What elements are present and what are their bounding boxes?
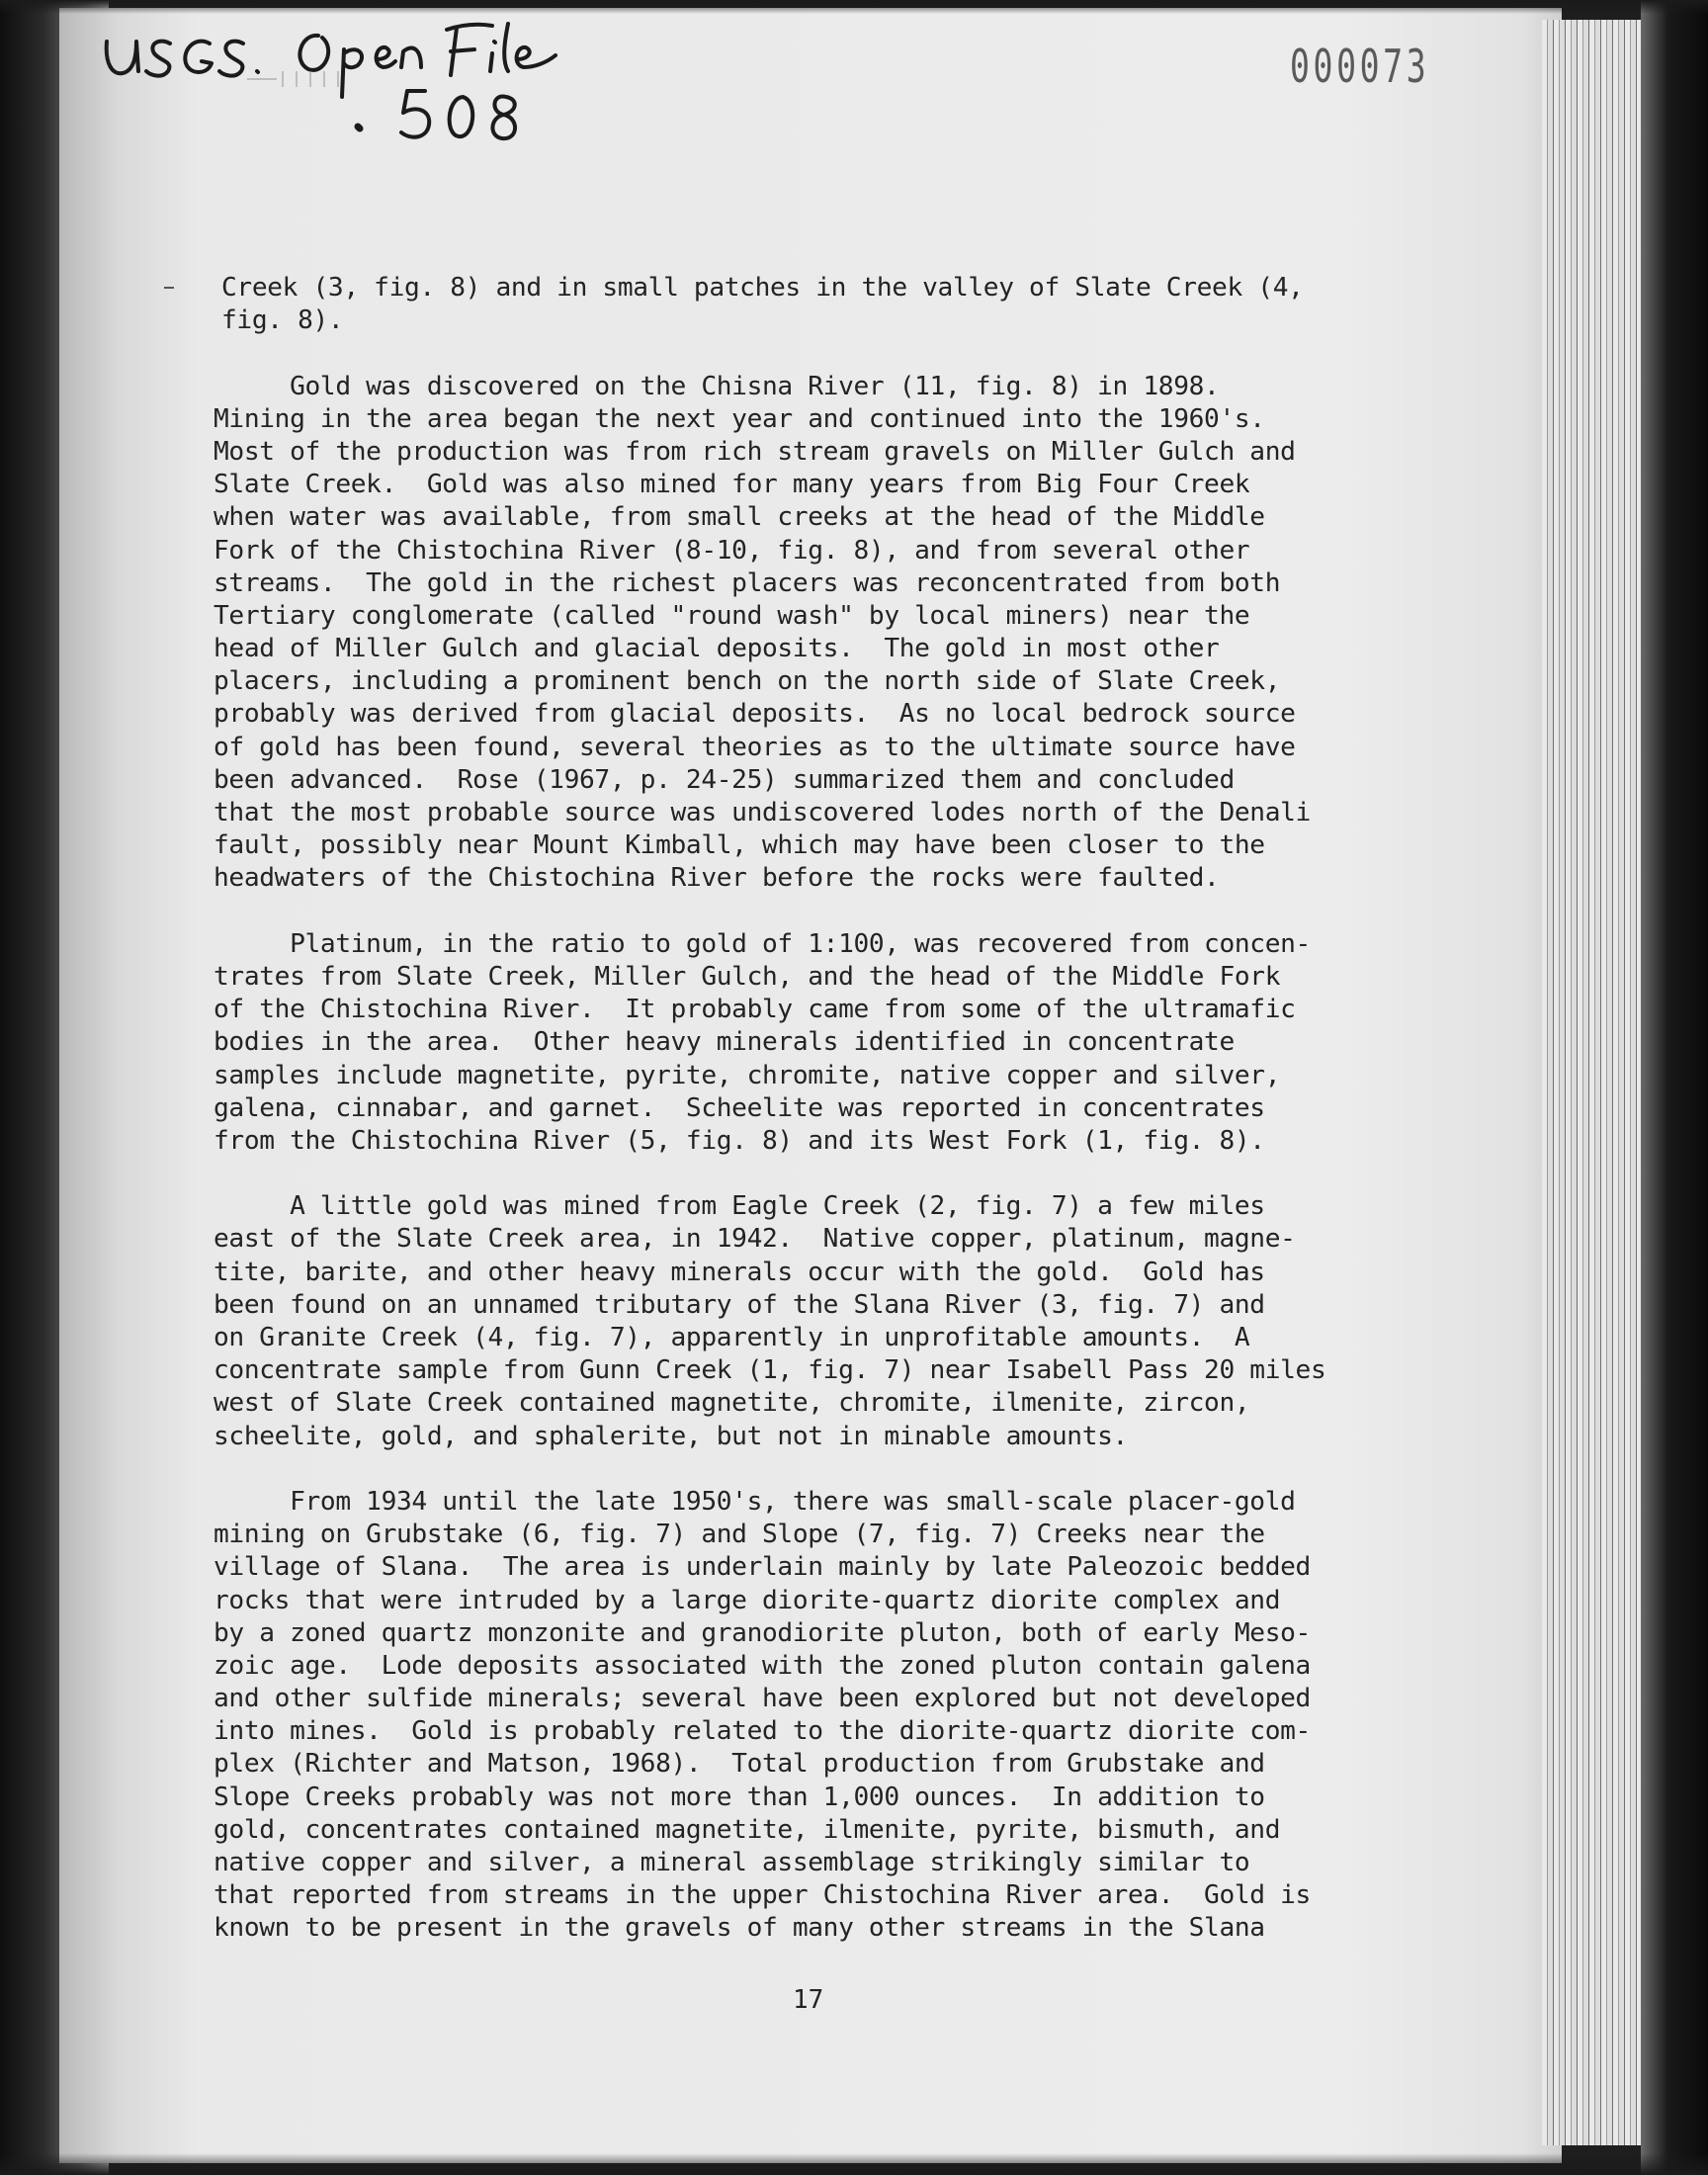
text-line: headwaters of the Chistochina River before the rocks were faulted. (214, 863, 1220, 894)
text-line: From 1934 until the late 1950's, there was small-scale placer-gold (214, 1486, 1296, 1517)
text-line: of gold has been found, several theories as to the ultimate source have (214, 732, 1296, 762)
text-line: gold, concentrates contained magnetite, ilmenite, pyrite, bismuth, and (214, 1814, 1281, 1845)
paragraph-2 (214, 371, 1439, 896)
text-line: Fork of the Chistochina River (8-10, fig. 8), and from several other (214, 535, 1250, 566)
text-line: galena, cinnabar, and garnet. Scheelite was reported in concentrates (214, 1092, 1265, 1123)
text-line: placers, including a prominent bench on the north side of Slate Creek, (214, 666, 1281, 697)
document-stamp-number: 000073 (1290, 40, 1430, 93)
paragraph-4 (214, 1190, 1439, 1453)
text-line: into mines. Gold is probably related to the diorite-quartz diorite com- (214, 1716, 1311, 1747)
handwritten-usgs-open-file-508 (99, 10, 692, 158)
text-line: on Granite Creek (4, fig. 7), apparently in unprofitable amounts. A (214, 1323, 1250, 1352)
text-line: Slate Creek. Gold was also mined for many years from Big Four Creek (214, 470, 1250, 500)
text-line: scheelite, gold, and sphalerite, but not in minable amounts. (214, 1421, 1128, 1451)
bottom-border-shadow (0, 2153, 1708, 2175)
text-line: bodies in the area. Other heavy minerals identified in concentrate (214, 1027, 1235, 1058)
text-line: tite, barite, and other heavy minerals occur with the gold. Gold has (214, 1257, 1265, 1287)
margin-mark (164, 287, 174, 289)
text-line: fig. 8). (221, 305, 344, 336)
text-line: Slope Creeks probably was not more than 1,000 ounces. In addition to (214, 1782, 1265, 1812)
text-line: plex (Richter and Matson, 1968). Total production from Grubstake and (214, 1749, 1265, 1780)
text-line: when water was available, from small creeks at the head of the Middle (214, 502, 1265, 533)
text-line: Mining in the area began the next year and continued into the 1960's. (214, 403, 1265, 434)
page-number: 17 (793, 1985, 824, 2015)
text-line: samples include magnetite, pyrite, chromite, native copper and silver, (214, 1060, 1281, 1090)
page-stack-edges (1542, 20, 1651, 2145)
paragraph-1 (214, 272, 1439, 337)
text-line: west of Slate Creek contained magnetite, chromite, ilmenite, zircon, (214, 1388, 1250, 1419)
text-line: rocks that were intruded by a large diorite-quartz diorite complex and (214, 1585, 1281, 1615)
text-line: been found on an unnamed tributary of the Slana River (3, fig. 7) and (214, 1289, 1265, 1320)
text-line: east of the Slate Creek area, in 1942. Native copper, platinum, magne- (214, 1224, 1296, 1255)
paragraph-5 (214, 1486, 1439, 1946)
text-line: fault, possibly near Mount Kimball, which may have been closer to the (214, 830, 1265, 861)
text-line: from the Chistochina River (5, fig. 8) and its West Fork (1, fig. 8). (214, 1125, 1265, 1156)
text-line: zoic age. Lode deposits associated with the zoned pluton contain galena (214, 1650, 1311, 1681)
text-line: village of Slana. The area is underlain mainly by late Paleozoic bedded (214, 1552, 1311, 1583)
text-line: head of Miller Gulch and glacial deposits. The gold in most other (214, 634, 1220, 664)
text-line: A little gold was mined from Eagle Creek (2, fig. 7) a few miles (214, 1191, 1265, 1222)
paragraph-3 (214, 928, 1439, 1158)
text-line: been advanced. Rose (1967, p. 24-25) summarized them and concluded (214, 764, 1235, 795)
handwritten-annotation (99, 10, 692, 158)
text-line: of the Chistochina River. It probably came from some of the ultramafic (214, 995, 1296, 1025)
text-line: Most of the production was from rich stream gravels on Miller Gulch and (214, 436, 1296, 467)
text-line: Tertiary conglomerate (called "round wash" by local miners) near the (214, 600, 1250, 631)
text-line: that reported from streams in the upper Chistochina River area. Gold is (214, 1880, 1311, 1911)
text-line: streams. The gold in the richest placers was reconcentrated from both (214, 567, 1281, 598)
text-line: and other sulfide minerals; several have been explored but not developed (214, 1684, 1311, 1714)
text-line: Platinum, in the ratio to gold of 1:100, was recovered from concen- (214, 928, 1311, 959)
text-line: concentrate sample from Gunn Creek (1, fig. 7) near Isabell Pass 20 miles (214, 1355, 1326, 1386)
text-line: trates from Slate Creek, Miller Gulch, and the head of the Middle Fork (214, 961, 1281, 992)
text-line: Creek (3, fig. 8) and in small patches in the valley of Slate Creek (4, (221, 273, 1304, 303)
text-line: probably was derived from glacial deposits. As no local bedrock source (214, 699, 1296, 730)
text-line: by a zoned quartz monzonite and granodiorite pluton, both of early Meso- (214, 1617, 1311, 1648)
text-line: mining on Grubstake (6, fig. 7) and Slope (7, fig. 7) Creeks near the (214, 1520, 1265, 1550)
text-line: Gold was discovered on the Chisna River (11, fig. 8) in 1898. (214, 371, 1220, 401)
text-line: native copper and silver, a mineral assemblage strikingly similar to (214, 1848, 1250, 1877)
right-border-shadow (1641, 0, 1708, 2175)
body-text (214, 272, 1439, 1946)
text-line: that the most probable source was undiscovered lodes north of the Denali (214, 798, 1311, 827)
text-line: known to be present in the gravels of many other streams in the Slana (214, 1913, 1265, 1944)
